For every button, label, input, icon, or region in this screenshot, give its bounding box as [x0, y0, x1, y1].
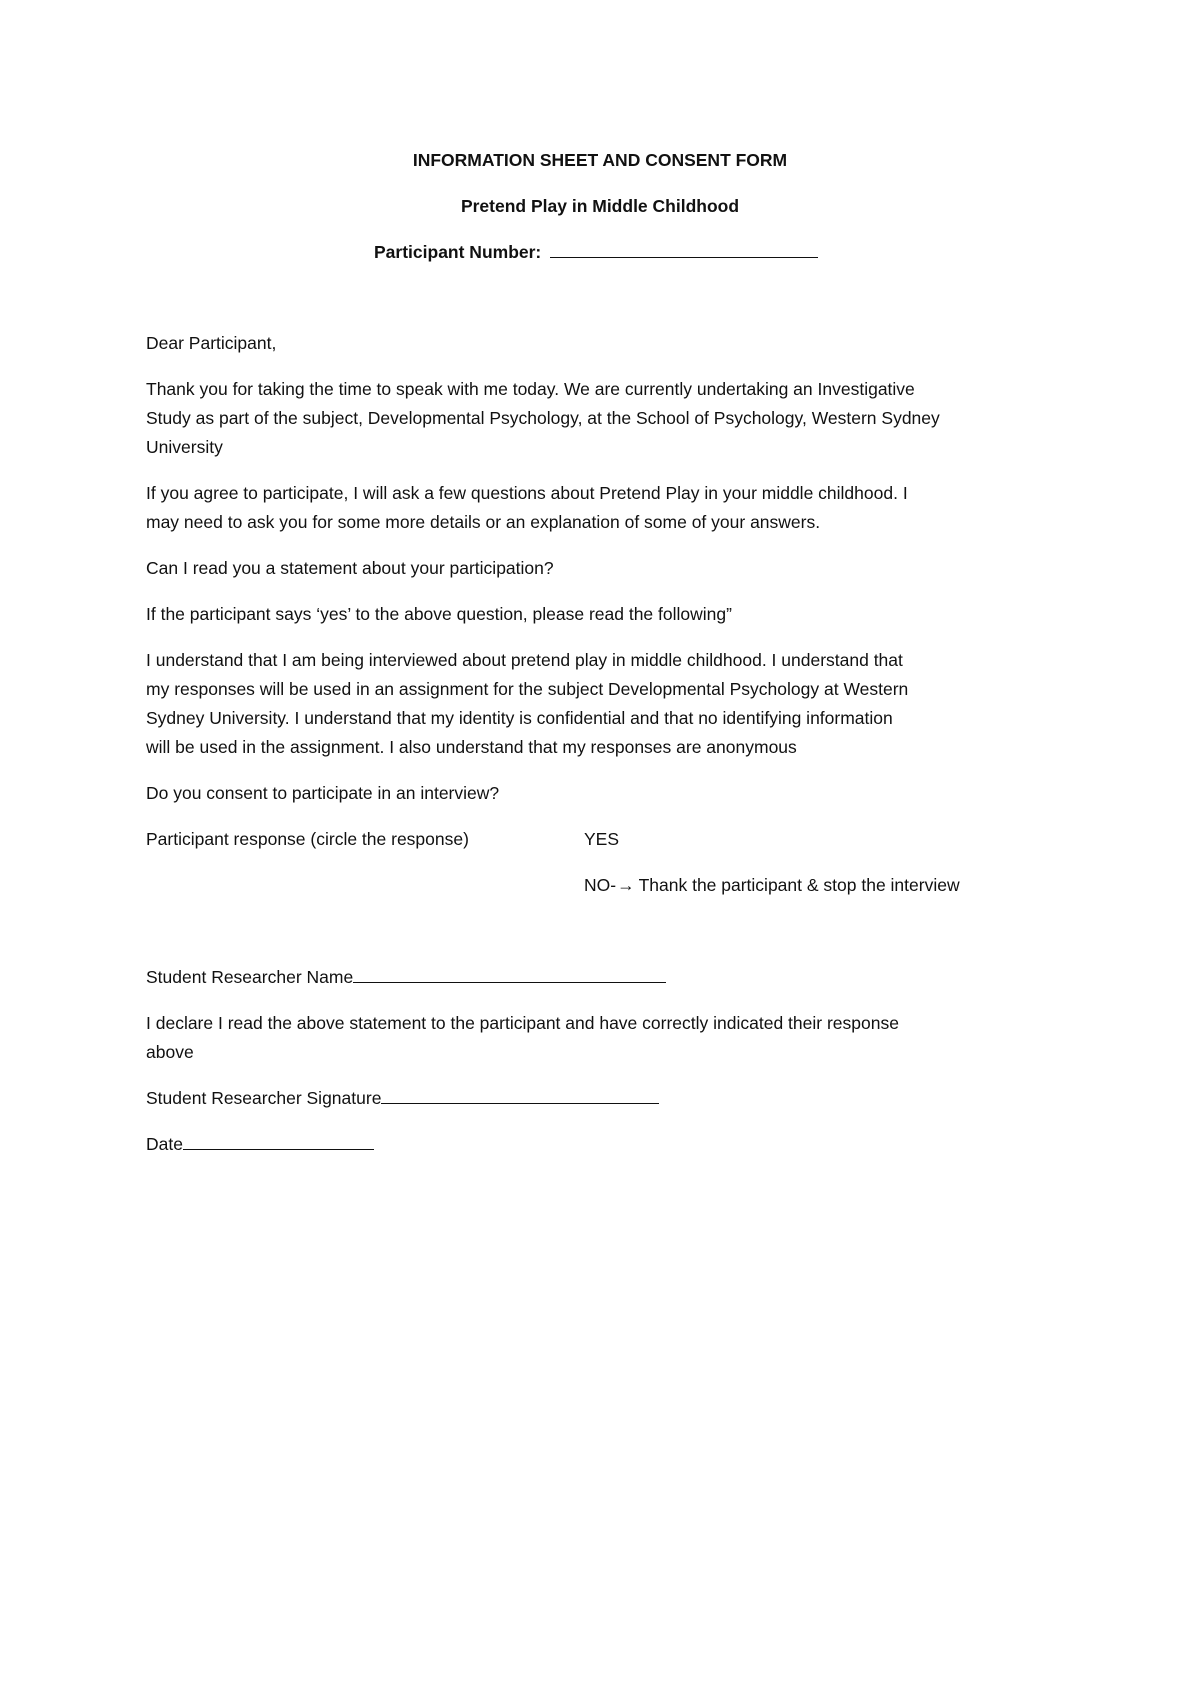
response-no-option: NO-: [584, 875, 617, 895]
participant-number-label: Participant Number:: [374, 242, 542, 262]
declaration-line-2: above: [146, 1042, 194, 1062]
agree-line-1: If you agree to participate, I will ask a few questions about Pretend Play in your middle childhood. I: [146, 483, 908, 503]
researcher-name-line: [146, 967, 666, 987]
document-subtitle: Pretend Play in Middle Childhood: [460, 196, 740, 216]
participant-number-line: [374, 242, 818, 262]
response-no-line: [584, 875, 960, 895]
statement-question: Can I read you a statement about your participation?: [146, 558, 554, 578]
date-line: [146, 1134, 374, 1154]
researcher-name-label: Student Researcher Name: [146, 967, 354, 987]
statement-line-3: Sydney University. I understand that my identity is confidential and that no identifying information: [146, 708, 893, 728]
date-label: Date: [146, 1134, 183, 1154]
statement-line-1: I understand that I am being interviewed about pretend play in middle childhood. I understand that: [146, 650, 903, 670]
signature-line: [146, 1088, 659, 1108]
response-yes-option: YES: [584, 829, 620, 849]
date-blank: [183, 1135, 374, 1150]
signature-label: Student Researcher Signature: [146, 1088, 382, 1108]
intro-line-3: University: [146, 437, 223, 457]
statement-line-2: my responses will be used in an assignment for the subject Developmental Psychology at Western: [146, 679, 909, 699]
salutation: Dear Participant,: [146, 333, 277, 353]
agree-line-2: may need to ask you for some more details or an explanation of some of your answers.: [146, 512, 821, 532]
researcher-name-blank: [353, 968, 666, 983]
instruction-text: If the participant says ‘yes’ to the above question, please read the following”: [146, 604, 732, 624]
statement-line-4: will be used in the assignment. I also understand that my responses are anonymous: [146, 737, 797, 757]
right-arrow-icon: →: [617, 875, 635, 895]
consent-question: Do you consent to participate in an interview?: [146, 783, 500, 803]
response-label: Participant response (circle the response): [146, 829, 469, 849]
document-title: INFORMATION SHEET AND CONSENT FORM: [412, 150, 788, 170]
participant-number-blank: [550, 243, 818, 258]
response-no-followup: Thank the participant & stop the interview: [638, 875, 960, 895]
signature-blank: [381, 1089, 659, 1104]
declaration-line-1: I declare I read the above statement to the participant and have correctly indicated their response: [146, 1013, 899, 1033]
intro-line-2: Study as part of the subject, Developmental Psychology, at the School of Psychology, Western Sydney: [146, 408, 940, 428]
intro-line-1: Thank you for taking the time to speak with me today. We are currently undertaking an Investigative: [146, 379, 915, 399]
